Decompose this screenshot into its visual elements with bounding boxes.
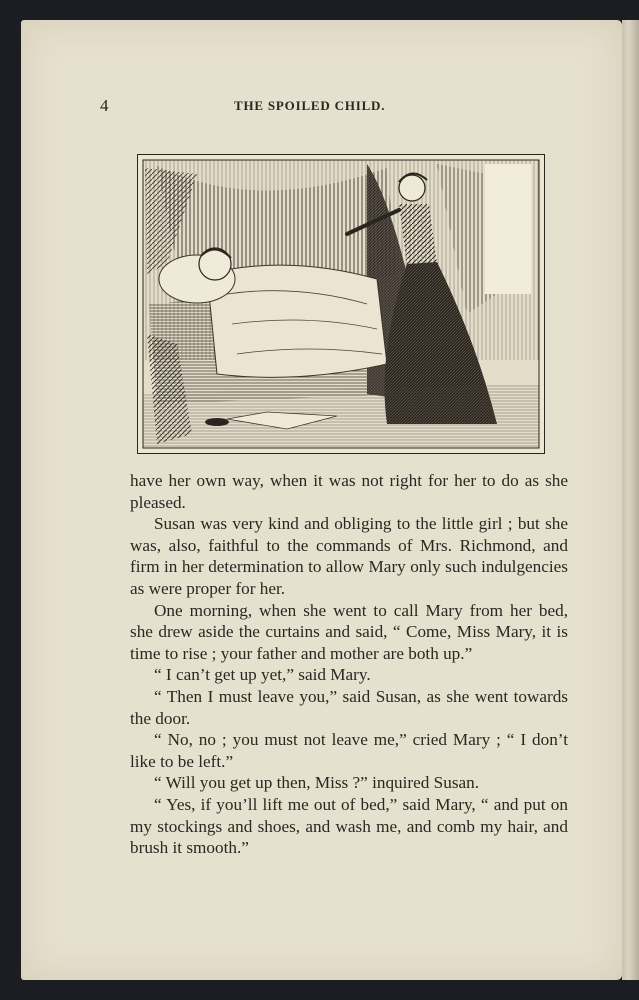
paragraph: “ Will you get up then, Miss ?” inquired Susan. [154,773,480,793]
paragraph: Susan was very kind and obliging to the little girl ; but she was, also, faithful to the commands of Mrs. Richmond, and firm in her determination to allow Mary only such indulgencies as were proper for her. [130,514,568,598]
paragraph: have her own way, when it was not right for her to do as she pleased. [130,471,568,512]
engraving-illustration [137,154,545,454]
running-title: THE SPOILED CHILD. [234,98,386,113]
paragraph: “ I can’t get up yet,” said Mary. [154,665,371,685]
body-text [130,470,568,859]
paragraph: “ Then I must leave you,” said Susan, as she went towards the door. [130,686,568,728]
bedroom-engraving [137,154,545,454]
paragraph: “ No, no ; you must not leave me,” cried Mary ; “ I don’t like to be left.” [130,730,568,771]
page-number: 4 [100,96,109,115]
page-edge [622,20,639,980]
paragraph: “ Yes, if you’ll lift me out of bed,” said Mary, “ and put on my stockings and shoes, and wash me, and comb my hair, and brush it smooth.” [130,794,568,858]
paragraph: One morning, when she went to call Mary from her bed, she drew aside the curtains and said, “ Come, Miss Mary, it is time to rise ; your father and mother are both up.” [130,600,568,663]
page-header [100,96,520,116]
